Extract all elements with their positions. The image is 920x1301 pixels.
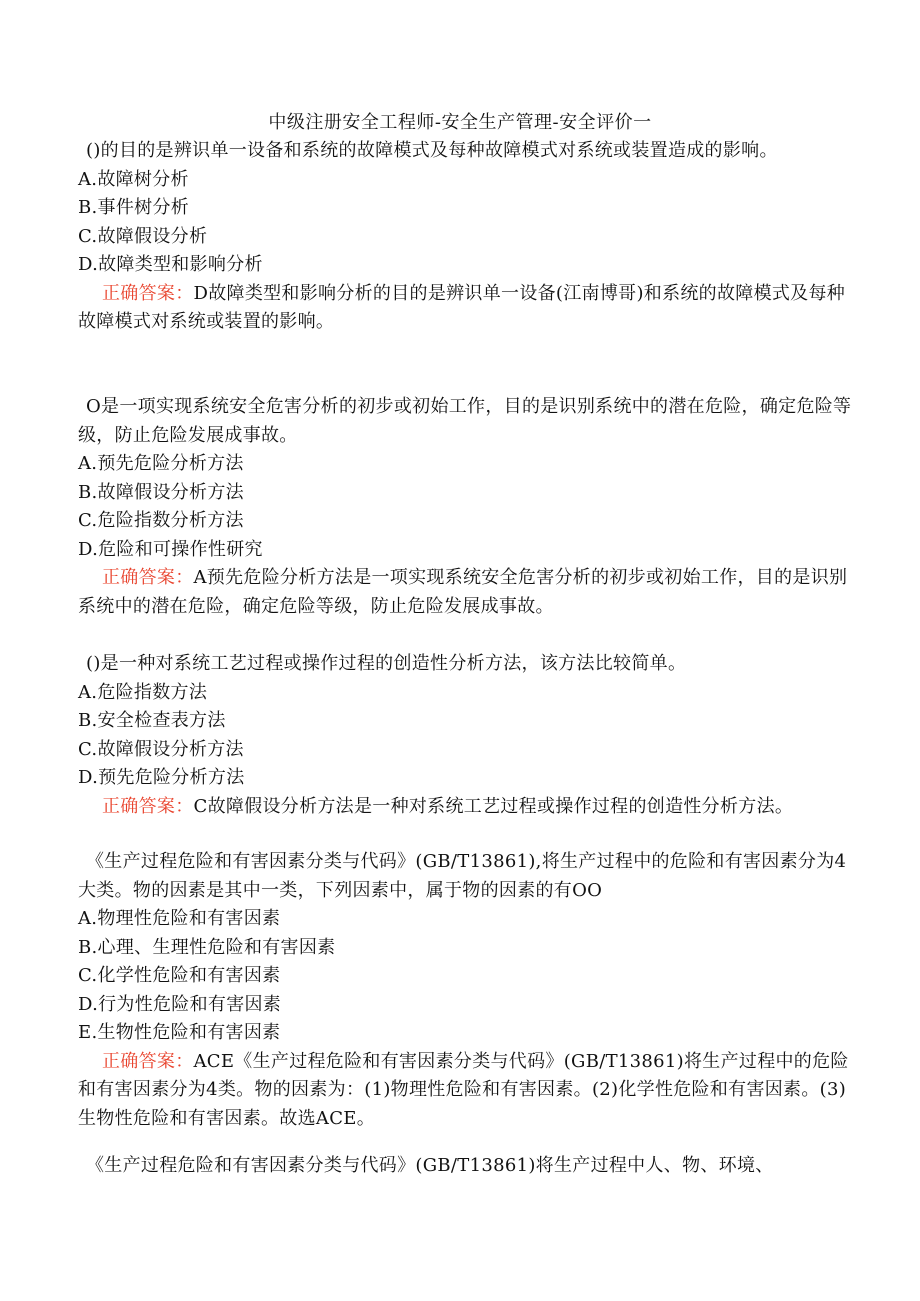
answer-label: 正确答案： — [102, 1050, 194, 1072]
option-c: C.故障假设分析 — [78, 225, 208, 247]
option-b: B.事件树分析 — [78, 197, 190, 218]
option-c: C.故障假设分析方法 — [78, 738, 244, 760]
option-b: B.心理、生理性危险和有害因素 — [78, 936, 336, 958]
option-d: D.危险和可操作性研究 — [78, 538, 263, 560]
question-3 — [78, 650, 858, 821]
option-b: B.安全检查表方法 — [78, 710, 226, 731]
option-d: D.预先危险分析方法 — [78, 767, 245, 788]
answer-explanation — [78, 280, 858, 337]
question-2 — [78, 393, 858, 621]
option-list — [78, 905, 858, 1048]
option-a: A.故障树分析 — [78, 168, 189, 190]
question-4 — [78, 848, 858, 1133]
option-a: A.危险指数方法 — [78, 681, 208, 703]
question-1 — [78, 137, 858, 337]
question-stem: O是一项实现系统安全危害分析的初步或初始工作，目的是识别系统中的潜在危险，确定危险等级，防止危险发展成事故。 — [78, 396, 852, 446]
option-c: C.危险指数分析方法 — [78, 510, 244, 531]
answer-label: 正确答案： — [102, 282, 194, 304]
answer-label: 正确答案： — [102, 567, 194, 588]
option-d: D.行为性危险和有害因素 — [78, 993, 282, 1015]
answer-text: ACE《生产过程危险和有害因素分类与代码》(GB/T13861)将生产过程中的危险和有害因素分为4类。物的因素为：(1)物理性危险和有害因素。(2)化学性危险和有害因素。(3)生物性危险和有害因素。故选ACE。 — [78, 1050, 849, 1129]
option-e: E.生物性危险和有害因素 — [78, 1022, 281, 1043]
option-list — [78, 450, 858, 564]
page-title: 中级注册安全工程师-安全生产管理-安全评价一 — [268, 112, 652, 133]
question-stem: ()是一种对系统工艺过程或操作过程的创造性分析方法，该方法比较简单。 — [86, 653, 687, 674]
option-a: A.物理性危险和有害因素 — [78, 908, 281, 929]
question-stem: 《生产过程危险和有害因素分类与代码》(GB/T13861),将生产过程中的危险和有害因素分为4大类。物的因素是其中一类，下列因素中，属于物的因素的有OO — [78, 851, 847, 901]
option-c: C.化学性危险和有害因素 — [78, 965, 281, 986]
answer-text: C故障假设分析方法是一种对系统工艺过程或操作过程的创造性分析方法。 — [193, 795, 794, 817]
option-a: A.预先危险分析方法 — [78, 453, 244, 474]
answer-text: A预先危险分析方法是一项实现系统安全危害分析的初步或初始工作，目的是识别系统中的潜在危险，确定危险等级，防止危险发展成事故。 — [78, 567, 848, 617]
answer-explanation — [78, 564, 858, 621]
question-stem: ()的目的是辨识单一设备和系统的故障模式及每种故障模式对系统或装置造成的影响。 — [86, 140, 778, 161]
answer-label: 正确答案： — [102, 795, 194, 817]
option-list — [78, 679, 858, 793]
option-d: D.故障类型和影响分析 — [78, 254, 263, 275]
option-list — [78, 166, 858, 280]
question-5 — [78, 1152, 858, 1181]
question-stem: 《生产过程危险和有害因素分类与代码》(GB/T13861)将生产过程中人、物、环境、 — [86, 1155, 774, 1176]
answer-explanation — [78, 793, 858, 822]
answer-explanation — [78, 1048, 858, 1134]
option-b: B.故障假设分析方法 — [78, 481, 244, 503]
answer-text: D故障类型和影响分析的目的是辨识单一设备(江南博哥)和系统的故障模式及每种故障模式对系统或装置的影响。 — [78, 282, 846, 332]
